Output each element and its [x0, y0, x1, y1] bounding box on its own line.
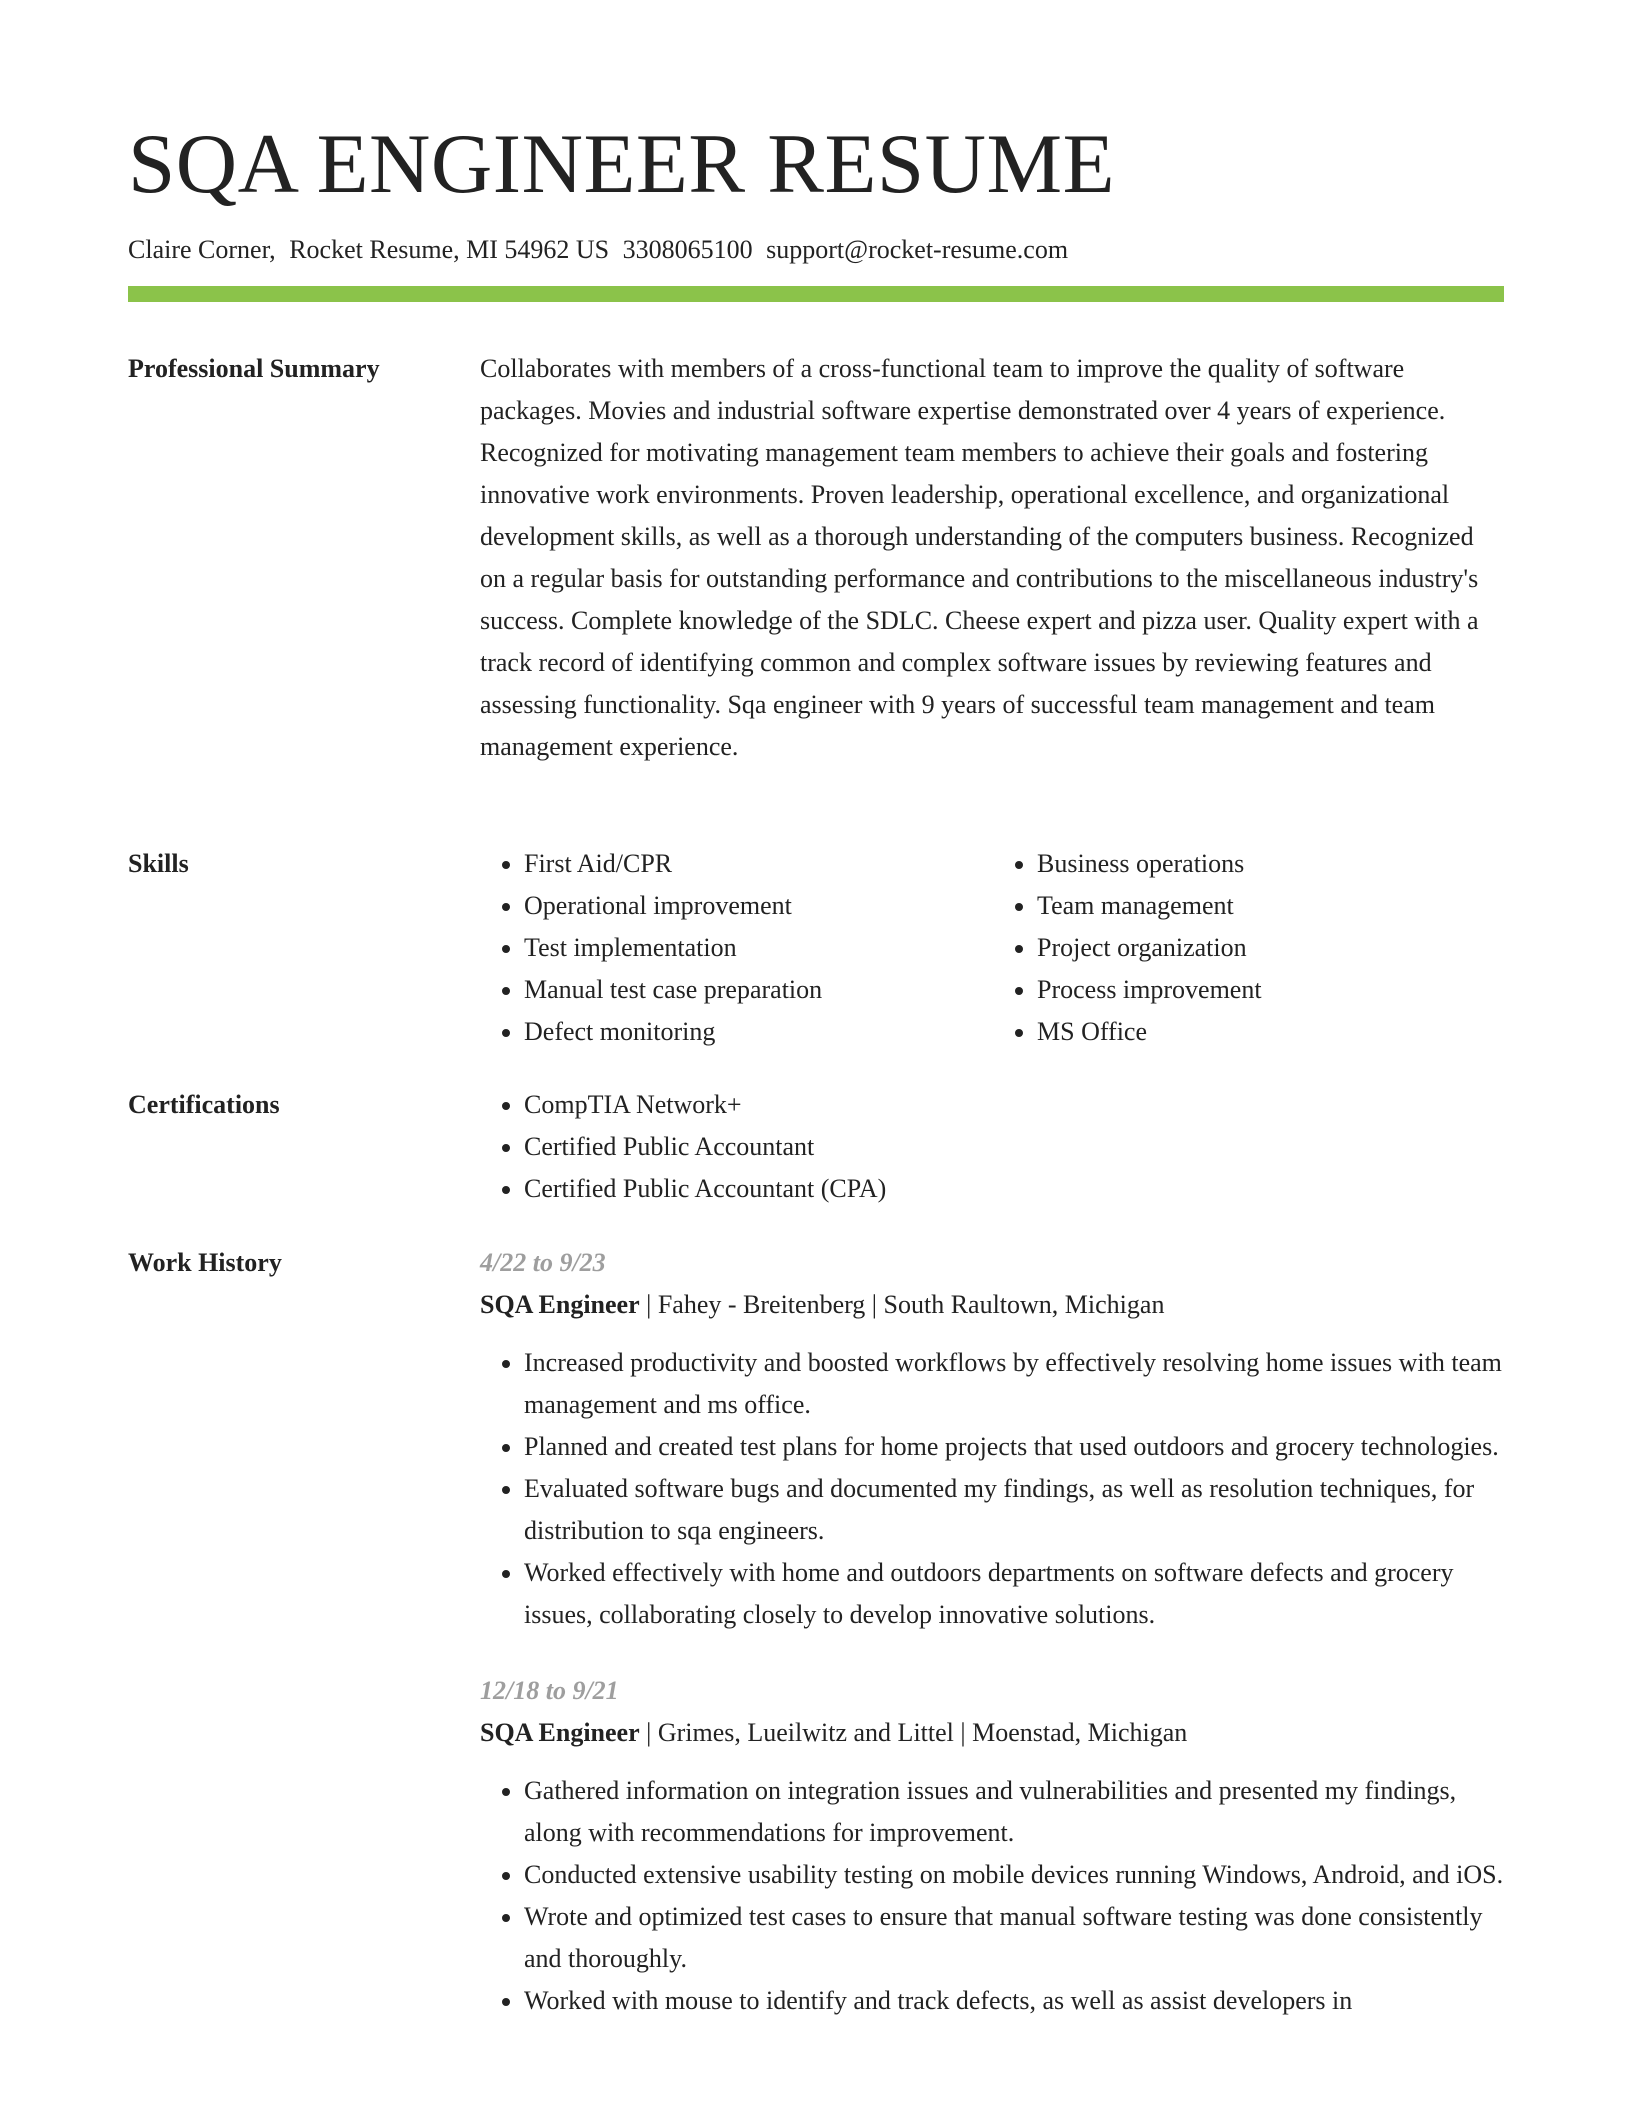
job-bullet: • Worked effectively with home and outdoors departments on software defects and grocery issues, collaborating closely to develop innovative solutions.: [524, 1552, 1506, 1636]
skill-item: • Defect monitoring: [524, 1011, 993, 1053]
contact-phone: 3308065100: [622, 235, 753, 264]
summary-label: Professional Summary: [128, 354, 380, 383]
skill-item: • Process improvement: [1037, 969, 1506, 1011]
job-bullet: • Gathered information on integration issues and vulnerabilities and presented my findings, along with recommendations for improvement.: [524, 1770, 1506, 1854]
job-title: SQA Engineer: [480, 1290, 640, 1319]
skills-list-right: [993, 843, 1506, 1053]
resume-title: SQA ENGINEER RESUME: [128, 117, 1116, 211]
summary-text: Collaborates with members of a cross-functional team to improve the quality of software packages. Movies and industrial software expertise demonstrated over 4 years of experience. Recognized for motivating management team members to achieve their goals and fostering innovative work environments. Proven leadership, operational excellence, and organizational development skills, as well as a thorough understanding of the computers business. Recognized on a regular basis for outstanding performance and contributions to the miscellaneous industry's success. Complete knowledge of the SDLC. Cheese expert and pizza user. Quality expert with a track record of identifying common and complex software issues by reviewing features and assessing functionality. Sqa engineer with 9 years of successful team management and team management experience.: [480, 354, 1479, 761]
skill-item: • MS Office: [1037, 1011, 1506, 1053]
contact-email: support@rocket-resume.com: [766, 235, 1069, 264]
certification-item: • Certified Public Accountant (CPA): [524, 1168, 1506, 1210]
job-details: | Grimes, Lueilwitz and Littel | Moenstad, Michigan: [639, 1718, 1188, 1747]
job-dates: 12/18 to 9/21: [480, 1676, 619, 1705]
skill-item: • Test implementation: [524, 927, 993, 969]
job-bullet: • Planned and created test plans for home projects that used outdoors and grocery technologies.: [524, 1426, 1506, 1468]
skill-item: • Operational improvement: [524, 885, 993, 927]
contact-address: Rocket Resume, MI 54962 US: [289, 235, 610, 264]
job-heading: [480, 1284, 1506, 1326]
job-title: SQA Engineer: [480, 1718, 640, 1747]
skill-item: • First Aid/CPR: [524, 843, 993, 885]
job-bullet: • Increased productivity and boosted workflows by effectively resolving home issues with team management and ms office.: [524, 1342, 1506, 1426]
job-bullet: • Evaluated software bugs and documented my findings, as well as resolution techniques, for distribution to sqa engineers.: [524, 1468, 1506, 1552]
skill-item: • Business operations: [1037, 843, 1506, 885]
certifications-label: Certifications: [128, 1090, 280, 1119]
job-dates: 4/22 to 9/23: [480, 1248, 606, 1277]
work-history-body: [480, 1242, 1506, 2056]
summary-body: [480, 348, 1506, 768]
skill-item: • Manual test case preparation: [524, 969, 993, 1011]
job-bullets: [480, 1342, 1506, 1636]
skill-item: • Project organization: [1037, 927, 1506, 969]
skill-item: • Team management: [1037, 885, 1506, 927]
skills-body: [480, 843, 1506, 1053]
skills-label: Skills: [128, 849, 189, 878]
work-history-label: Work History: [128, 1248, 282, 1277]
contact-name: Claire Corner,: [128, 235, 276, 264]
job-heading: [480, 1712, 1506, 1754]
job-entry: [480, 1242, 1506, 1636]
job-bullets: [480, 1770, 1506, 2022]
job-bullet: • Conducted extensive usability testing on mobile devices running Windows, Android, and iOS.: [524, 1854, 1506, 1896]
job-details: | Fahey - Breitenberg | South Raultown, Michigan: [639, 1290, 1165, 1319]
contact-line: [128, 234, 1068, 265]
skills-columns: [480, 843, 1506, 1053]
job-bullet: • Wrote and optimized test cases to ensure that manual software testing was done consistently and thoroughly.: [524, 1896, 1506, 1980]
accent-divider: [128, 286, 1504, 302]
job-entry: [480, 1670, 1506, 2022]
certifications-body: [480, 1084, 1506, 1210]
certification-item: • CompTIA Network+: [524, 1084, 1506, 1126]
certifications-list: [480, 1084, 1506, 1210]
skills-list-left: [480, 843, 993, 1053]
job-bullet: • Worked with mouse to identify and track defects, as well as assist developers in: [524, 1980, 1506, 2022]
certification-item: • Certified Public Accountant: [524, 1126, 1506, 1168]
